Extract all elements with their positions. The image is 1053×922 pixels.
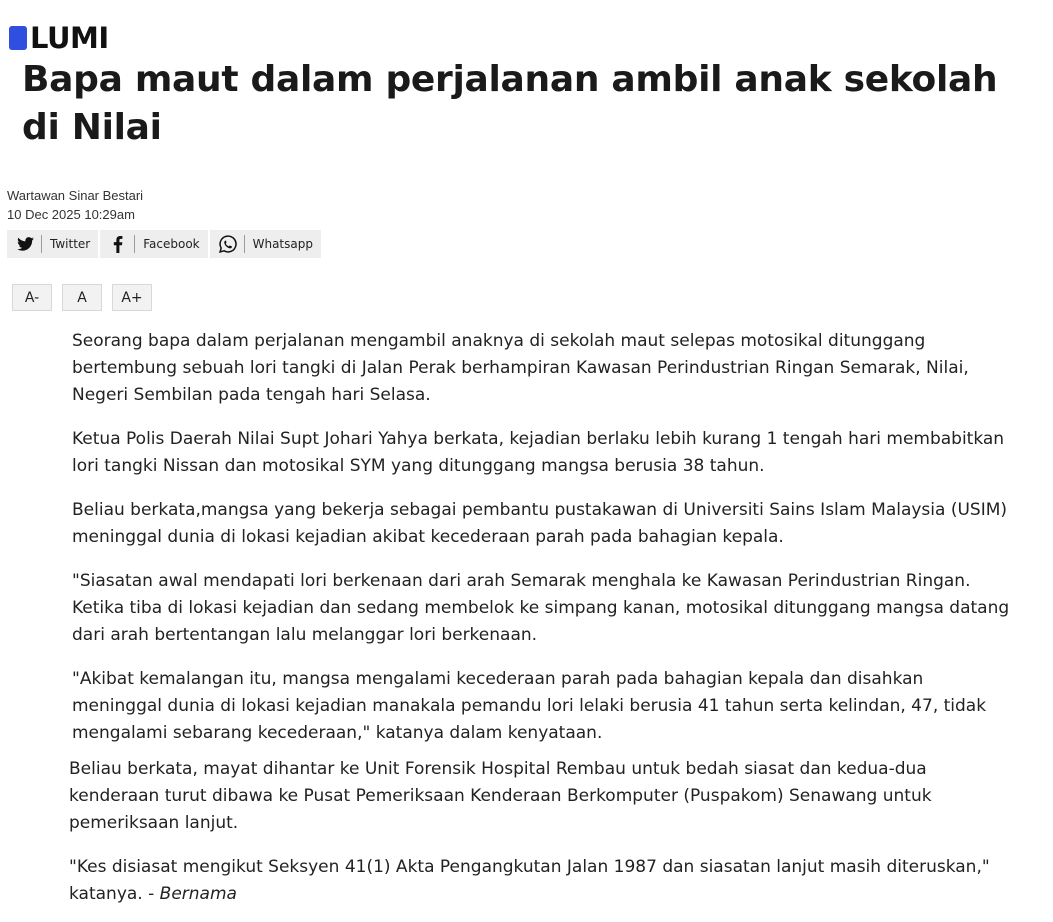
article-paragraph: Beliau berkata, mayat dihantar ke Unit Forensik Hospital Rembau untuk bedah siasat dan kedua-dua kenderaan turut dibawa ke Pusat Pemeriksaan Kenderaan Berkomputer (Puspakom) Senawang untuk pemeriksaan lanjut. bbox=[69, 759, 932, 833]
article-body bbox=[69, 328, 1012, 922]
share-bar bbox=[7, 230, 321, 258]
article-paragraph-last bbox=[69, 854, 1012, 908]
twitter-icon bbox=[15, 234, 35, 254]
article-paragraph: Beliau berkata,mangsa yang bekerja sebagai pembantu pustakawan di Universiti Sains Islam Malaysia (USIM) meninggal dunia di lokasi kejadian akibat kecederaan parah pada bahagian kepala. bbox=[72, 500, 1008, 547]
share-whatsapp-button[interactable] bbox=[208, 230, 321, 258]
font-reset-button[interactable]: A bbox=[62, 284, 102, 311]
logo-mark bbox=[9, 26, 27, 50]
font-decrease-button[interactable]: A- bbox=[12, 284, 52, 311]
logo-text: LUMI bbox=[30, 21, 109, 55]
share-facebook-button[interactable] bbox=[98, 230, 207, 258]
share-whatsapp-label: Whatsapp bbox=[252, 237, 313, 251]
article-author: Wartawan Sinar Bestari bbox=[7, 188, 144, 203]
article-paragraph: "Siasatan awal mendapati lori berkenaan dari arah Semarak menghala ke Kawasan Perindustrian Ringan. Ketika tiba di lokasi kejadian dan sedang membelok ke simpang kanan, motosikal ditunggang mangsa datang dari arah bertentangan lalu melanggar lori berkenaan. bbox=[72, 571, 1010, 645]
article-date: 10 Dec 2025 10:29am bbox=[7, 207, 135, 222]
share-divider bbox=[244, 235, 245, 253]
site-logo[interactable] bbox=[9, 21, 109, 55]
article-title: Bapa maut dalam perjalanan ambil anak sekolah di Nilai bbox=[22, 59, 998, 148]
font-size-controls bbox=[12, 284, 162, 311]
article-paragraph: Ketua Polis Daerah Nilai Supt Johari Yahya berkata, kejadian berlaku lebih kurang 1 tengah hari membabitkan lori tangki Nissan dan motosikal SYM yang ditunggang mangsa berusia 38 tahun. bbox=[72, 429, 1005, 476]
article-meta bbox=[7, 186, 143, 224]
font-increase-button[interactable]: A+ bbox=[112, 284, 152, 311]
whatsapp-icon bbox=[218, 234, 238, 254]
share-twitter-button[interactable] bbox=[7, 230, 98, 258]
article-paragraph: Seorang bapa dalam perjalanan mengambil anaknya di sekolah maut selepas motosikal ditunggang bertembung sebuah lori tangki di Jalan Perak berhampiran Kawasan Perindustrian Ringan Semarak, Nilai, Negeri Sembilan pada tengah hari Selasa. bbox=[72, 331, 969, 405]
facebook-icon bbox=[108, 234, 128, 254]
article-paragraph-text: "Kes disiasat mengikut Seksyen 41(1) Akta Pengangkutan Jalan 1987 dan siasatan lanjut masih diteruskan," katanya. - bbox=[69, 857, 990, 904]
share-divider bbox=[134, 235, 135, 253]
share-twitter-label: Twitter bbox=[50, 237, 91, 251]
article-credit: Bernama bbox=[159, 884, 237, 904]
article-paragraph: "Akibat kemalangan itu, mangsa mengalami kecederaan parah pada bahagian kepala dan disahkan meninggal dunia di lokasi kejadian manakala pemandu lori lelaki berusia 41 tahun serta kelindan, 47, tidak mengalami sebarang kecederaan," katanya dalam kenyataan. bbox=[72, 669, 987, 743]
share-divider bbox=[41, 235, 42, 253]
share-facebook-label: Facebook bbox=[143, 237, 200, 251]
